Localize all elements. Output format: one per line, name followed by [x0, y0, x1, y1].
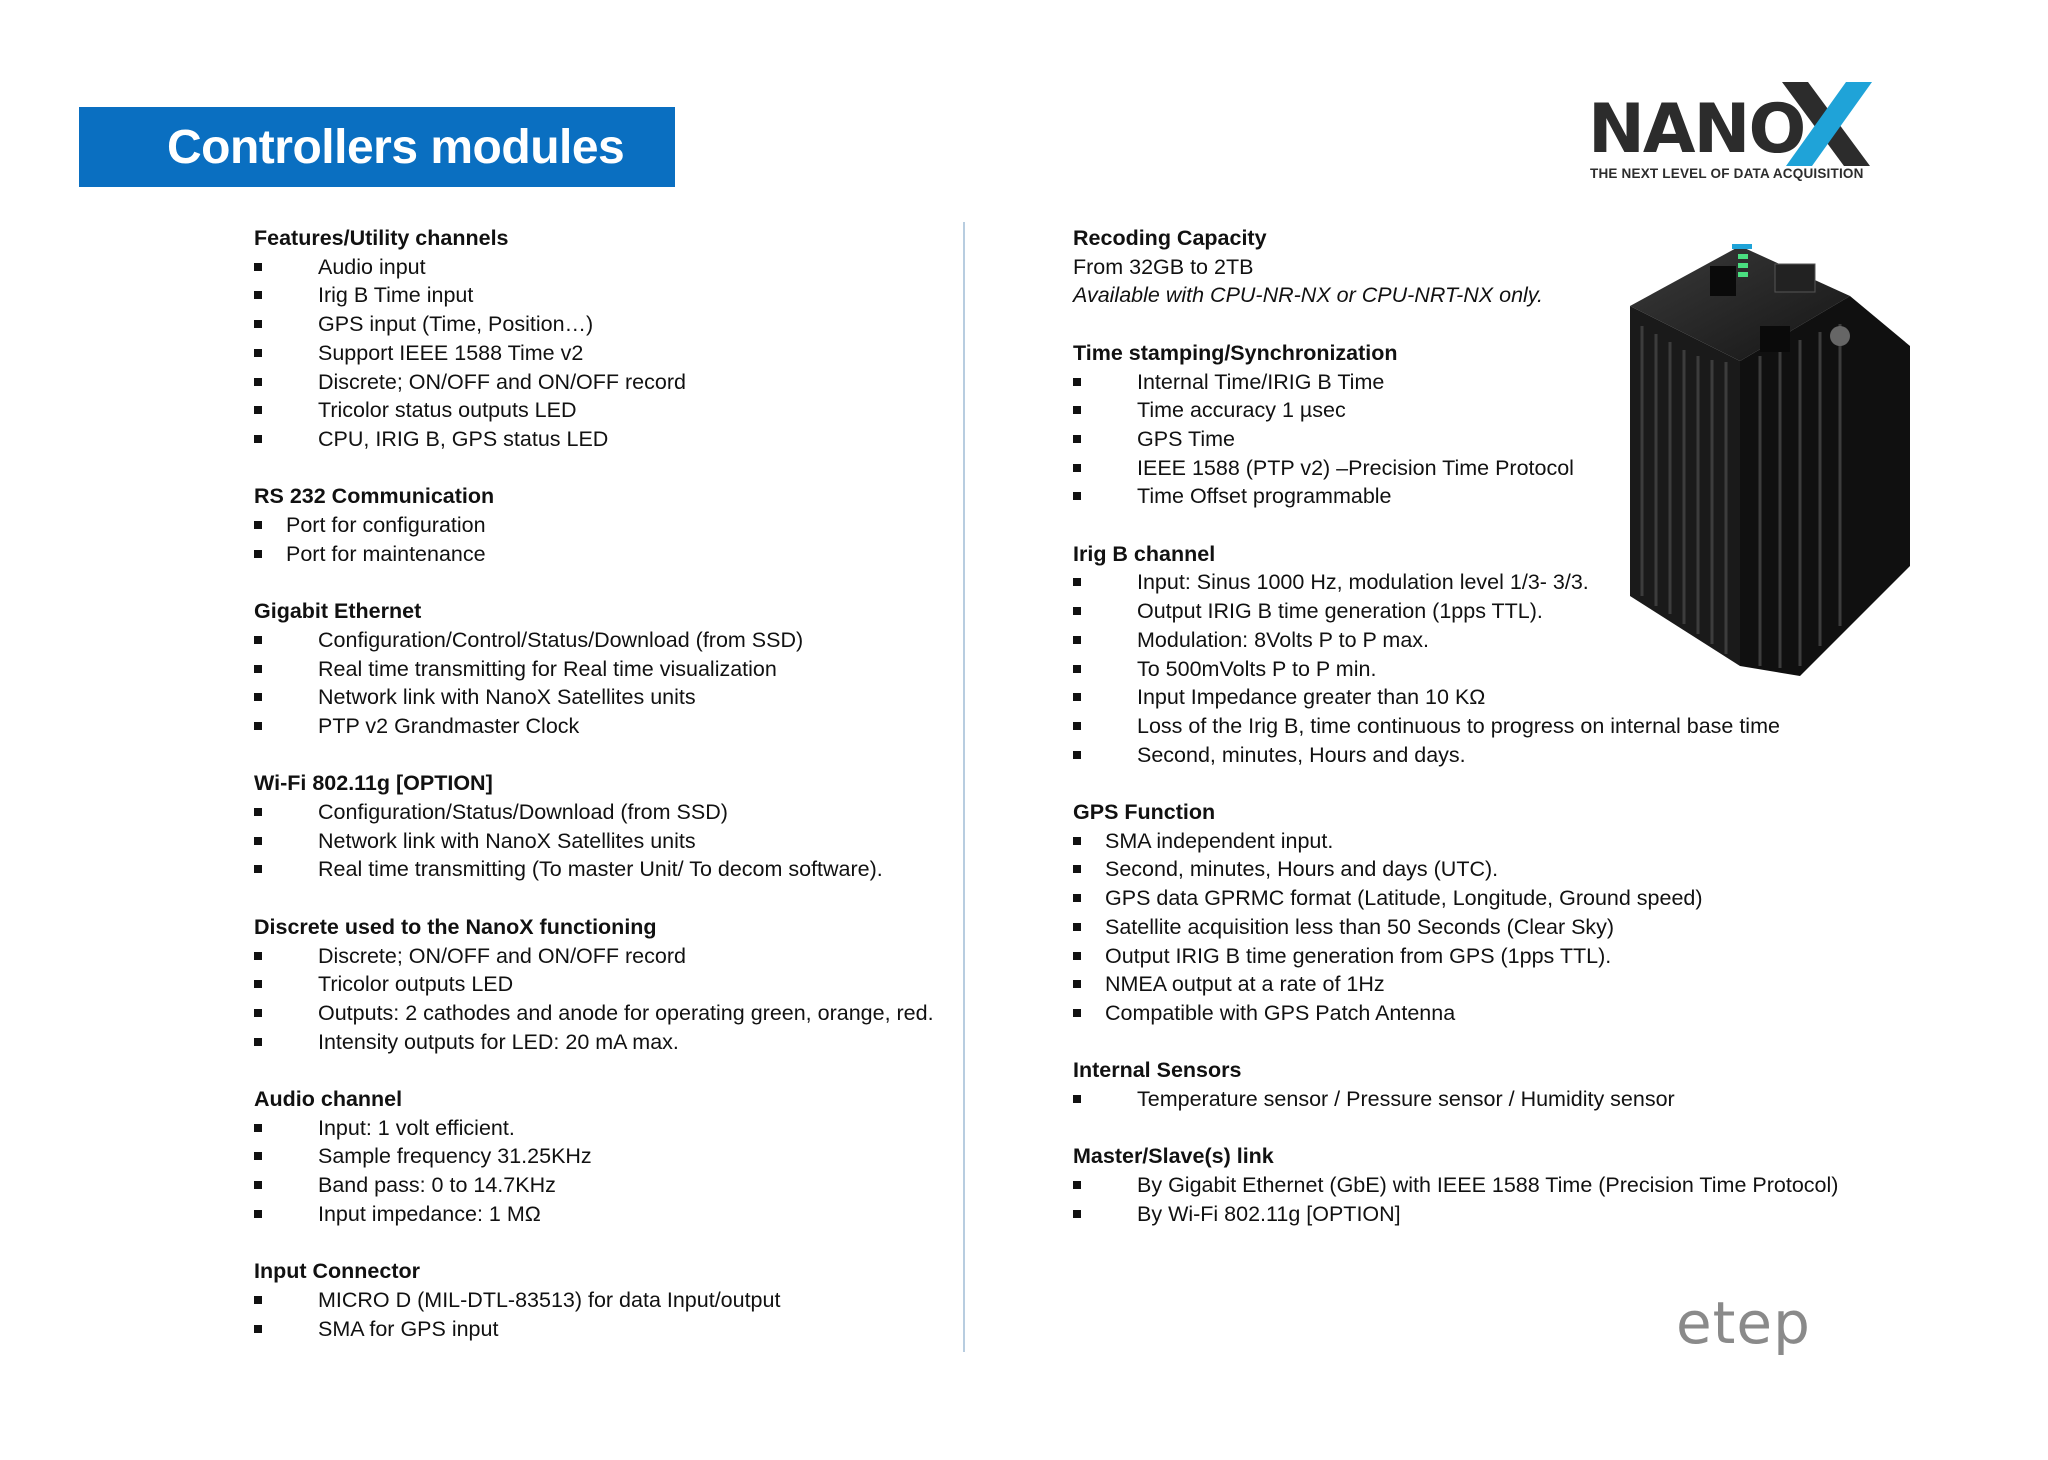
list-item-text: SMA for GPS input — [318, 1316, 499, 1341]
nanox-logo — [1588, 82, 1878, 186]
section-text: Available with CPU-NR-NX or CPU-NRT-NX only. — [1073, 283, 1543, 308]
list-item-text: Outputs: 2 cathodes and anode for operating green, orange, red. — [318, 1000, 934, 1025]
list-item-text: MICRO D (MIL-DTL-83513) for data Input/output — [318, 1287, 781, 1312]
list-item — [254, 425, 954, 454]
list-item — [1073, 855, 1833, 884]
list-item — [1073, 683, 1833, 712]
list-item — [254, 712, 954, 741]
bullet-list — [1073, 1171, 1839, 1228]
list-item-text: Input Impedance greater than 10 KΩ — [1137, 685, 1486, 710]
square-bullet-icon — [254, 1124, 262, 1132]
list-item — [254, 999, 954, 1028]
list-item-text: Loss of the Irig B, time continuous to progress on internal base time — [1137, 713, 1780, 738]
square-bullet-icon — [254, 1038, 262, 1046]
section-title: Master/Slave(s) link — [1073, 1144, 1274, 1169]
square-bullet-icon — [254, 378, 262, 386]
list-item — [254, 655, 954, 684]
list-item — [1073, 827, 1833, 856]
square-bullet-icon — [1073, 751, 1081, 759]
list-item-text: Tricolor outputs LED — [318, 972, 514, 997]
list-item — [254, 310, 954, 339]
section-title: Internal Sensors — [1073, 1058, 1242, 1083]
square-bullet-icon — [1073, 894, 1081, 902]
section — [1073, 1142, 1839, 1228]
section — [254, 224, 954, 454]
list-item-text: Real time transmitting for Real time visualization — [318, 656, 777, 681]
square-bullet-icon — [1073, 865, 1081, 873]
list-item-text: Port for configuration — [286, 513, 486, 538]
section-title: Gigabit Ethernet — [254, 599, 422, 624]
list-item-text: Satellite acquisition less than 50 Seconds (Clear Sky) — [1105, 914, 1615, 939]
square-bullet-icon — [254, 1296, 262, 1304]
section — [254, 482, 954, 568]
list-item-text: Band pass: 0 to 14.7KHz — [318, 1173, 556, 1198]
list-item-text: IEEE 1588 (PTP v2) –Precision Time Protocol — [1137, 455, 1574, 480]
list-item-text: To 500mVolts P to P min. — [1137, 656, 1377, 681]
list-item-text: Time accuracy 1 µsec — [1137, 398, 1346, 423]
column-divider — [963, 222, 965, 1352]
list-item-text: By Wi-Fi 802.11g [OPTION] — [1137, 1201, 1401, 1226]
list-item-text: Real time transmitting (To master Unit/ To decom software). — [318, 857, 883, 882]
list-item — [1073, 970, 1833, 999]
list-item-text: GPS input (Time, Position…) — [318, 312, 594, 337]
list-item — [254, 827, 954, 856]
section-title: Input Connector — [254, 1259, 421, 1284]
section — [254, 769, 954, 884]
square-bullet-icon — [254, 837, 262, 845]
bullet-list — [1073, 1085, 1833, 1114]
etep-logo: etep — [1676, 1289, 1811, 1357]
square-bullet-icon — [254, 521, 262, 529]
square-bullet-icon — [254, 1181, 262, 1189]
square-bullet-icon — [1073, 435, 1081, 443]
square-bullet-icon — [1073, 923, 1081, 931]
list-item-text: Input: Sinus 1000 Hz, modulation level 1/3- 3/3. — [1137, 570, 1589, 595]
square-bullet-icon — [1073, 1095, 1081, 1103]
section — [254, 913, 954, 1057]
bullet-list — [1073, 827, 1833, 1028]
square-bullet-icon — [254, 263, 262, 271]
section-title: Audio channel — [254, 1087, 403, 1112]
square-bullet-icon — [254, 722, 262, 730]
controller-module-image — [1620, 236, 1910, 686]
square-bullet-icon — [254, 865, 262, 873]
section — [254, 1085, 954, 1229]
square-bullet-icon — [1073, 1009, 1081, 1017]
square-bullet-icon — [1073, 837, 1081, 845]
list-item — [254, 798, 954, 827]
list-item-text: Second, minutes, Hours and days. — [1137, 742, 1466, 767]
bullet-list — [254, 253, 954, 454]
section — [254, 597, 954, 741]
list-item-text: Sample frequency 31.25KHz — [318, 1144, 592, 1169]
section-title: RS 232 Communication — [254, 484, 495, 509]
list-item — [254, 396, 954, 425]
square-bullet-icon — [254, 1210, 262, 1218]
list-item-text: Audio input — [318, 254, 426, 279]
square-bullet-icon — [1073, 406, 1081, 414]
square-bullet-icon — [254, 406, 262, 414]
section-title: Time stamping/Synchronization — [1073, 340, 1398, 365]
list-item — [254, 1114, 954, 1143]
section-title: Discrete used to the NanoX functioning — [254, 914, 657, 939]
list-item-text: Irig B Time input — [318, 283, 474, 308]
list-item — [254, 368, 954, 397]
list-item — [254, 281, 954, 310]
list-item — [254, 1200, 954, 1229]
list-item-text: Second, minutes, Hours and days (UTC). — [1105, 857, 1499, 882]
square-bullet-icon — [1073, 952, 1081, 960]
list-item — [1073, 942, 1833, 971]
list-item — [1073, 884, 1833, 913]
list-item-text: By Gigabit Ethernet (GbE) with IEEE 1588 Time (Precision Time Protocol) — [1137, 1173, 1839, 1198]
list-item-text: CPU, IRIG B, GPS status LED — [318, 426, 609, 451]
list-item — [254, 626, 954, 655]
square-bullet-icon — [254, 435, 262, 443]
title-banner — [79, 107, 675, 187]
left-column — [254, 224, 954, 1372]
list-item-text: Network link with NanoX Satellites units — [318, 685, 696, 710]
square-bullet-icon — [254, 320, 262, 328]
square-bullet-icon — [1073, 607, 1081, 615]
list-item — [1073, 1200, 1833, 1229]
logo-x-icon — [1776, 82, 1876, 166]
square-bullet-icon — [254, 693, 262, 701]
list-item-text: Internal Time/IRIG B Time — [1137, 369, 1385, 394]
square-bullet-icon — [1073, 578, 1081, 586]
bullet-list — [254, 798, 954, 884]
square-bullet-icon — [254, 1152, 262, 1160]
square-bullet-icon — [254, 636, 262, 644]
square-bullet-icon — [254, 952, 262, 960]
square-bullet-icon — [1073, 1181, 1081, 1189]
bullet-list — [254, 942, 954, 1057]
list-item — [1073, 999, 1833, 1028]
square-bullet-icon — [1073, 464, 1081, 472]
square-bullet-icon — [1073, 980, 1081, 988]
section-title: Features/Utility channels — [254, 226, 509, 250]
list-item — [1073, 1171, 1839, 1200]
list-item-text: Compatible with GPS Patch Antenna — [1105, 1000, 1456, 1025]
list-item — [254, 540, 954, 569]
square-bullet-icon — [254, 1325, 262, 1333]
bullet-list — [254, 626, 954, 741]
section-title: Recoding Capacity — [1073, 226, 1267, 250]
list-item — [1073, 1085, 1833, 1114]
list-item-text: Output IRIG B time generation (1pps TTL). — [1137, 599, 1543, 624]
square-bullet-icon — [254, 665, 262, 673]
list-item — [254, 970, 954, 999]
square-bullet-icon — [1073, 636, 1081, 644]
list-item — [254, 1171, 954, 1200]
bullet-list — [254, 511, 954, 568]
list-item-text: Configuration/Control/Status/Download (from SSD) — [318, 627, 804, 652]
logo-tagline: THE NEXT LEVEL OF DATA ACQUISITION — [1590, 166, 1864, 181]
list-item-text: Support IEEE 1588 Time v2 — [318, 340, 584, 365]
list-item-text: PTP v2 Grandmaster Clock — [318, 713, 580, 738]
list-item-text: Modulation: 8Volts P to P max. — [1137, 627, 1430, 652]
list-item-text: Port for maintenance — [286, 541, 486, 566]
square-bullet-icon — [1073, 665, 1081, 673]
list-item — [254, 855, 954, 884]
section-title: Irig B channel — [1073, 541, 1216, 566]
list-item-text: Configuration/Status/Download (from SSD) — [318, 800, 728, 825]
list-item-text: Time Offset programmable — [1137, 484, 1392, 509]
list-item-text: Temperature sensor / Pressure sensor / Humidity sensor — [1137, 1087, 1675, 1112]
list-item — [254, 339, 954, 368]
bullet-list — [254, 1114, 954, 1229]
square-bullet-icon — [1073, 378, 1081, 386]
square-bullet-icon — [254, 349, 262, 357]
list-item — [254, 1286, 954, 1315]
square-bullet-icon — [254, 291, 262, 299]
logo-wordmark: NANO — [1588, 90, 1805, 169]
list-item-text: Tricolor status outputs LED — [318, 398, 577, 423]
list-item-text: GPS Time — [1137, 426, 1235, 451]
square-bullet-icon — [254, 550, 262, 558]
list-item-text: Intensity outputs for LED: 20 mA max. — [318, 1029, 679, 1054]
square-bullet-icon — [1073, 693, 1081, 701]
list-item — [254, 253, 954, 282]
list-item-text: Input: 1 volt efficient. — [318, 1115, 515, 1140]
section — [254, 1257, 954, 1343]
list-item-text: Discrete; ON/OFF and ON/OFF record — [318, 943, 686, 968]
list-item-text: NMEA output at a rate of 1Hz — [1105, 972, 1385, 997]
section-text: From 32GB to 2TB — [1073, 254, 1254, 279]
list-item-text: Network link with NanoX Satellites units — [318, 828, 696, 853]
section — [1073, 1056, 1833, 1113]
list-item — [254, 1315, 954, 1344]
square-bullet-icon — [1073, 722, 1081, 730]
list-item — [1073, 913, 1833, 942]
list-item — [254, 511, 954, 540]
square-bullet-icon — [1073, 492, 1081, 500]
list-item — [254, 942, 954, 971]
list-item-text: GPS data GPRMC format (Latitude, Longitude, Ground speed) — [1105, 886, 1703, 911]
list-item — [254, 683, 954, 712]
list-item-text: Input impedance: 1 MΩ — [318, 1201, 541, 1226]
section-title: GPS Function — [1073, 800, 1216, 825]
bullet-list — [254, 1286, 954, 1343]
section — [1073, 798, 1833, 1028]
list-item-text: Discrete; ON/OFF and ON/OFF record — [318, 369, 686, 394]
square-bullet-icon — [1073, 1210, 1081, 1218]
square-bullet-icon — [254, 1009, 262, 1017]
list-item — [1073, 741, 1833, 770]
list-item — [1073, 712, 1833, 741]
square-bullet-icon — [254, 980, 262, 988]
list-item — [254, 1142, 954, 1171]
list-item-text: SMA independent input. — [1105, 828, 1334, 853]
page-title: Controllers modules — [167, 120, 625, 174]
section-title: Wi-Fi 802.11g [OPTION] — [254, 771, 493, 796]
list-item — [254, 1028, 954, 1057]
list-item-text: Output IRIG B time generation from GPS (1pps TTL). — [1105, 943, 1612, 968]
square-bullet-icon — [254, 808, 262, 816]
